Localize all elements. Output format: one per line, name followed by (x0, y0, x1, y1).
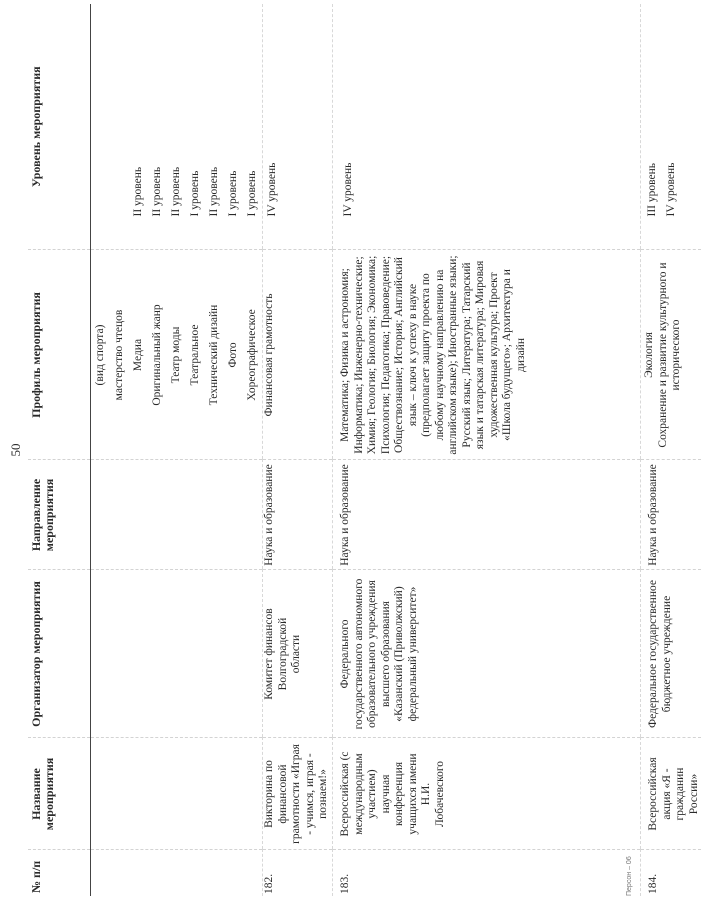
event-level: IV уровень (665, 162, 677, 217)
event-direction: Наука и образование (641, 460, 701, 570)
header-profile: Профиль мероприятия (28, 250, 91, 460)
profile-item: Фото (227, 342, 239, 368)
event-profile-cell (641, 250, 701, 460)
profile-item: Театральное (189, 324, 201, 386)
page-number: 50 (8, 443, 23, 457)
event-level: III уровень (646, 163, 658, 217)
table-header-row (28, 4, 91, 896)
row-number: 182. (263, 850, 333, 896)
table-row (263, 4, 333, 896)
row-number: 184. (647, 873, 659, 894)
level-item: I уровень (227, 170, 239, 217)
event-name: Всероссийская (с международным участием) научная конференция учащихся имени Н.И. Лобачевского (333, 738, 641, 850)
profile-item: Хореографическое (246, 309, 258, 401)
event-profile: Экология (643, 332, 655, 378)
level-item: II уровень (208, 166, 220, 217)
profile-item: (вид спорта) (94, 324, 106, 386)
level-item: II уровень (132, 166, 144, 217)
header-direction: Направление мероприятия (28, 460, 91, 570)
profile-item: Медиа (132, 338, 144, 372)
event-level-cell (641, 4, 701, 250)
table-row (641, 4, 701, 896)
event-name: Всероссийская акция «Я - гражданин России» (641, 738, 701, 850)
event-level: IV уровень (333, 4, 641, 250)
header-level: Уровень мероприятия (28, 4, 91, 250)
event-organizer: Комитет финансов Волгоградской области (263, 570, 333, 738)
footer-note: Персон – 06 (626, 856, 633, 896)
row-number: 183. (333, 850, 641, 896)
table-row (333, 4, 641, 896)
level-item: I уровень (189, 170, 201, 217)
level-item: I уровень (246, 170, 258, 217)
event-profile: Математика; Физика и астрономия; Информатика; Инженерно-технические; Химия; Геология; Биология; Экономика; Психология; Педагогика; Правоведение; Обществознание; История; Английский язык – ключ к успеху в науке (предполагает защиту проекта по любому научному направлению на английском языке); Иностранные языки; Русский язык; Литература; Татарский язык и татарская литература; Мировая художественная культура; Проект «Школа будущего»; Архитектура и дизайн (333, 250, 641, 460)
events-table (28, 4, 701, 896)
profile-item: Технический дизайн (208, 304, 220, 406)
level-cell (91, 4, 263, 250)
level-item (110, 7, 129, 247)
header-name: Название мероприятия (28, 738, 91, 850)
event-direction: Наука и образование (263, 460, 333, 570)
event-level: IV уровень (263, 4, 333, 250)
event-organizer: Федеральное государственное бюджетное учреждение (641, 570, 701, 738)
event-profile: Финансовая грамотность (263, 250, 333, 460)
profile-item: мастерство чтецов (113, 309, 125, 401)
level-item: II уровень (170, 166, 182, 217)
header-no: № п/п (28, 850, 91, 896)
level-item (91, 7, 110, 247)
profile-item: Оригинальный жанр (151, 304, 163, 406)
level-item: II уровень (151, 166, 163, 217)
event-direction: Наука и образование (333, 460, 641, 570)
event-name: Викторина по финансовой грамотности «Играя - учимся, играя - познаем!» (263, 738, 333, 850)
table-row-continuation (91, 4, 263, 896)
header-organizer: Организатор мероприятия (28, 570, 91, 738)
profile-cell (91, 250, 263, 460)
profile-item: Театр моды (170, 326, 182, 384)
event-organizer: Федерального государственного автономного образовательного учреждения высшего образования «Казанский (Приволжский) федеральный университет» (333, 570, 641, 738)
event-profile: Сохранение и развитие культурного и исторического (656, 262, 682, 448)
